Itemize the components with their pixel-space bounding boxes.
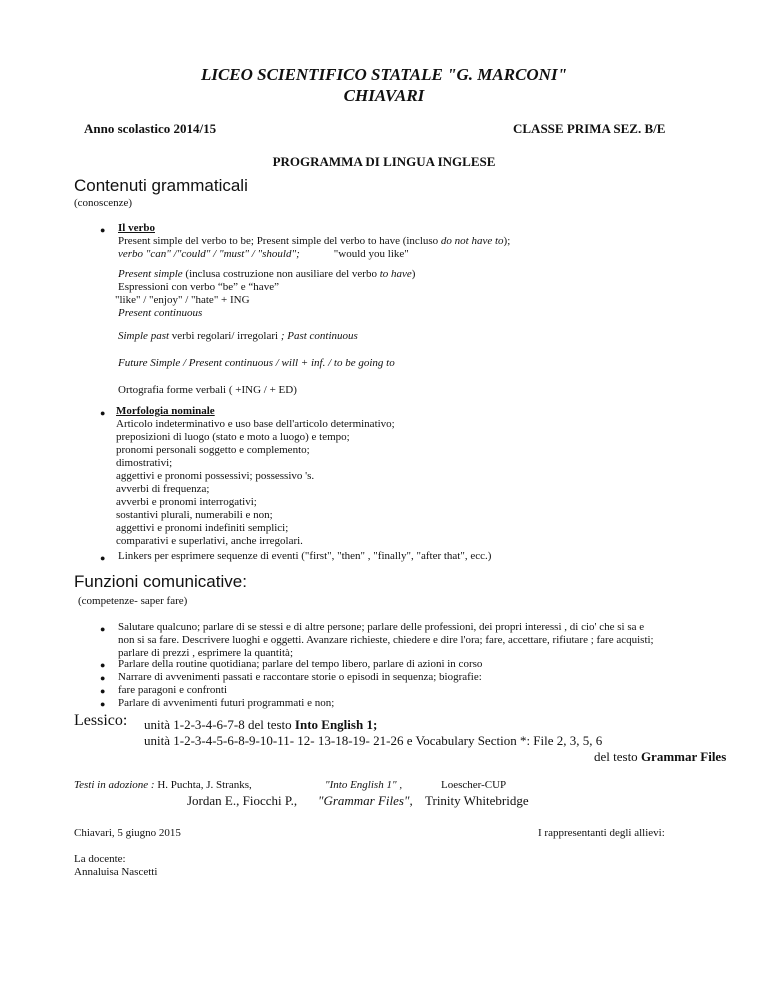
morph-item: sostantivi plurali, numerabili e non; (116, 509, 273, 521)
morph-item: aggettivi e pronomi possessivi; possessivo 's. (116, 470, 315, 482)
espressioni-line: Espressioni con verbo “be” e “have” (118, 281, 279, 293)
lessico-line-1 (144, 717, 377, 733)
functions-subheading: (competenze- saper fare) (78, 595, 188, 607)
teacher-label: La docente: (74, 853, 126, 865)
bullet-icon: ● (100, 660, 106, 670)
pc-line: Present continuous (118, 307, 203, 319)
would-line: "would you like" (333, 248, 409, 260)
class-label: CLASSE PRIMA SEZ. B/E (513, 121, 666, 136)
lessico-units-1: unità 1-2-3-4-6-7-8 del testo (144, 717, 295, 732)
verb-line-a: Present simple del verbo to be; Present simple del verbo to have (incluso (118, 235, 441, 247)
function-line: Salutare qualcuno; parlare di se stessi e di altre persone; parlare delle professioni, dei propri interessi , di cio' che si sa e (118, 621, 645, 633)
lessico-line-2: unità 1-2-3-4-5-6-8-9-10-11- 12- 13-18-19- 21-26 e Vocabulary Section *: File 2, 3, 5, 6 (144, 733, 603, 748)
sp-b: verbi regolari/ irregolari (169, 330, 281, 342)
ps-a: Present simple (118, 268, 183, 280)
morph-item: preposizioni di luogo (stato e moto a luogo) e tempo; (116, 431, 350, 443)
book-title-2: "Grammar Files", (318, 793, 413, 808)
grammar-heading: Contenuti grammaticali (74, 176, 248, 195)
lessico-book-2: Grammar Files (640, 749, 727, 764)
function-list (118, 658, 482, 710)
books-line-1 (74, 779, 252, 792)
bullet-icon: ● (100, 408, 106, 418)
morph-item: aggettivi e pronomi indefiniti semplici; (116, 522, 289, 534)
function-item: Parlare di avvenimenti futuri programmati e non; (118, 697, 335, 709)
teacher-name: Annaluisa Nascetti (74, 866, 158, 878)
present-simple-block (115, 268, 416, 320)
function-line: non si sa fare. Descrivere luoghi e oggetti. Avanzare richieste, chiedere e dire l'ora; fare, accettare, rifiutare ; fare acquisti; (118, 634, 654, 646)
function-line: parlare di prezzi , esprimere la quantità; (118, 647, 293, 659)
morph-item: avverbi e pronomi interrogativi; (116, 496, 257, 508)
book-title-1: "Into English 1" , (325, 779, 403, 791)
like-line: "like" / "enjoy" / "hate" + ING (115, 294, 250, 306)
bullet-icon: ● (100, 673, 106, 683)
morph-title: Morfologia nominale (116, 405, 215, 417)
bullet-icon: ● (100, 686, 106, 696)
morph-item: avverbi di frequenza; (116, 483, 210, 495)
ps-c: to have (379, 268, 412, 280)
morph-item: pronomi personali soggetto e complemento; (116, 444, 310, 456)
function-item (118, 621, 654, 660)
linkers-line: Linkers per esprimere sequenze di eventi ("first", "then" , "finally", "after that", ecc.) (118, 550, 492, 562)
future-line: Future Simple / Present continuous / will + inf. / to be going to (118, 357, 395, 369)
school-city: CHIAVARI (343, 86, 425, 105)
function-item: fare paragoni e confronti (118, 684, 228, 696)
program-title: PROGRAMMA DI LINGUA INGLESE (272, 154, 496, 169)
books-authors-2: Jordan E., Fiocchi P., (187, 793, 298, 808)
ps-b: (inclusa costruzione non ausiliare del verbo (182, 268, 380, 280)
function-item: Parlare della routine quotidiana; parlare del tempo libero, parlare di azioni in corso (118, 658, 483, 670)
footer-representatives: I rappresentanti degli allievi: (538, 827, 665, 839)
school-name: LICEO SCIENTIFICO STATALE "G. MARCONI" (200, 65, 568, 84)
verb-line-b: do not have to (440, 235, 504, 247)
morphology-section (116, 405, 395, 548)
ortografia-line: Ortografia forme verbali ( +ING / + ED) (118, 384, 297, 396)
grammar-subheading: (conoscenze) (74, 197, 133, 209)
lessico-prefix-3: del testo (594, 749, 641, 764)
functions-heading: Funzioni comunicative: (74, 572, 247, 591)
books-label: Testi in adozione : (74, 779, 155, 791)
school-year: Anno scolastico 2014/15 (84, 121, 217, 136)
book-publisher-1: Loescher-CUP (441, 779, 507, 791)
modals-line: verbo "can" /"could" / "must" / "should"; (118, 248, 300, 260)
bullet-icon: ● (100, 553, 106, 563)
lessico-label: Lessico: (74, 712, 128, 729)
bullet-icon: ● (100, 699, 106, 709)
footer-date: Chiavari, 5 giugno 2015 (74, 827, 181, 839)
simple-past-line (118, 330, 358, 343)
bullet-icon: ● (100, 225, 106, 235)
sp-a: Simple past (118, 330, 170, 342)
book-publisher-2: Trinity Whitebridge (425, 793, 529, 808)
morph-item: Articolo indeterminativo e uso base dell'articolo determinativo; (116, 418, 395, 430)
verb-line-c: ); (503, 235, 511, 247)
verb-section (118, 222, 510, 261)
sp-c: ; Past continuous (280, 330, 358, 342)
morph-item: dimostrativi; (116, 457, 173, 469)
ps-d: ) (411, 268, 416, 280)
lessico-book-1: Into English 1; (294, 717, 378, 732)
books-authors-1: H. Puchta, J. Stranks, (157, 779, 252, 791)
lessico-line-3 (594, 749, 726, 765)
bullet-icon: ● (100, 624, 106, 634)
verb-title: Il verbo (118, 222, 155, 234)
function-item: Narrare di avvenimenti passati e raccontare storie o episodi in sequenza; biografie: (118, 671, 482, 683)
morph-item: comparativi e superlativi, anche irregolari. (116, 535, 303, 547)
